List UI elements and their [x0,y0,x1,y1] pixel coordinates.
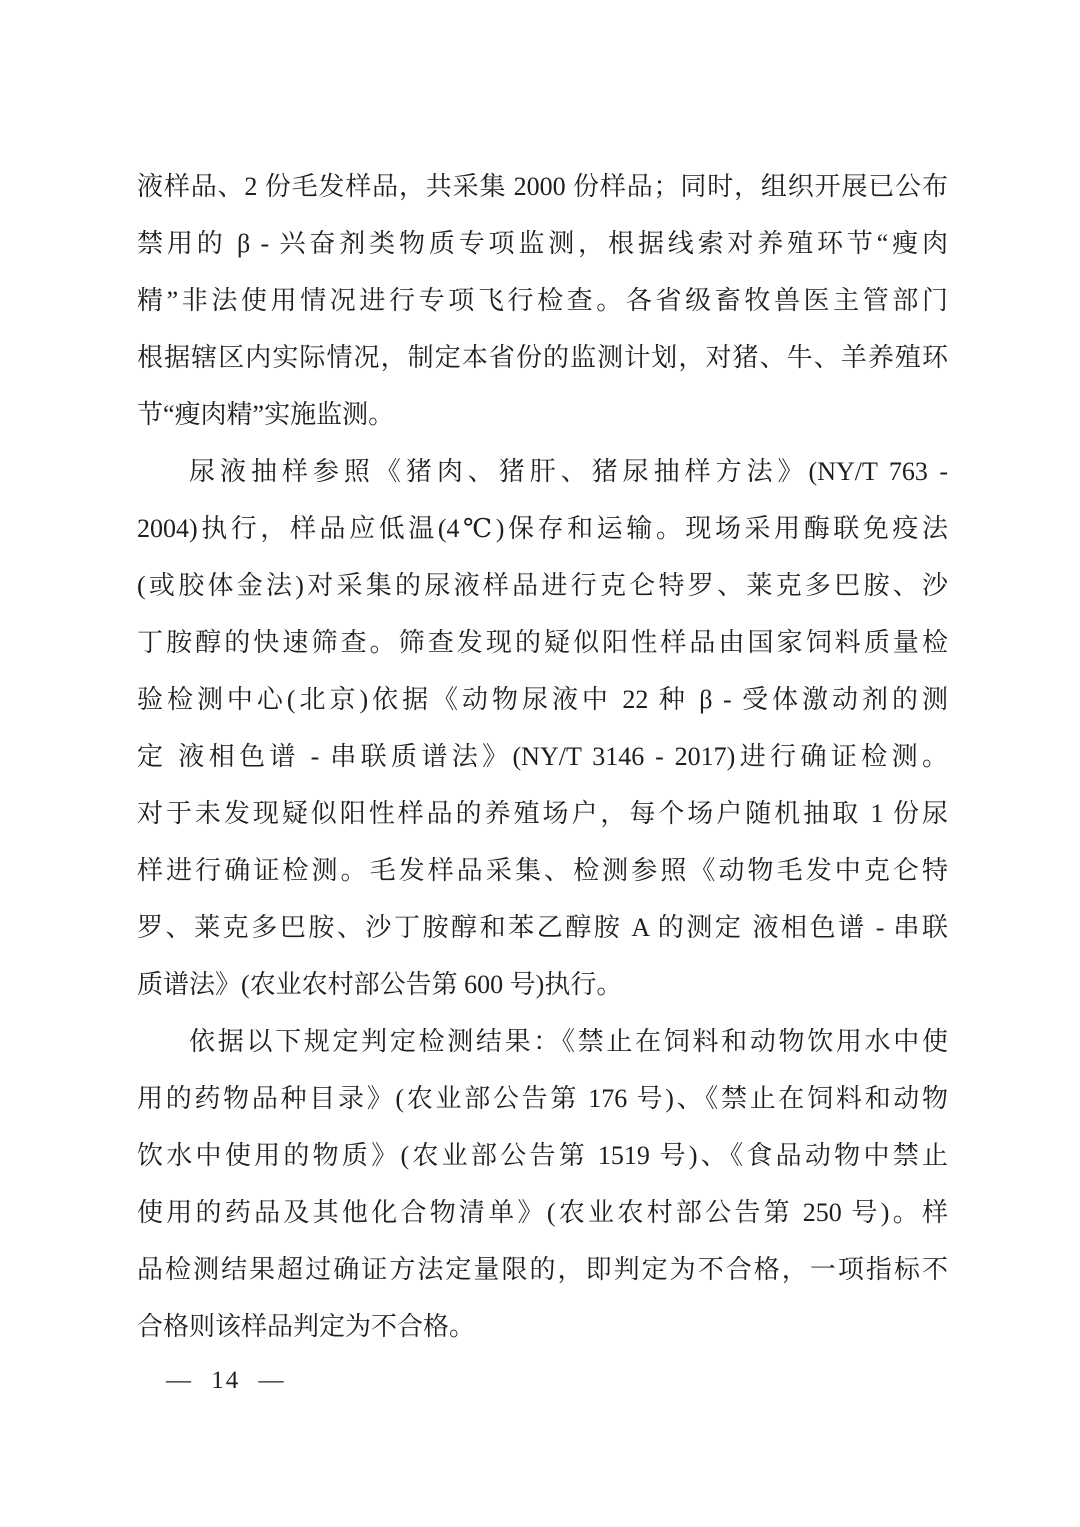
text-line: 精”非法使用情况进行专项飞行检查。各省级畜牧兽医主管部门 [137,286,948,315]
text-line: 品检测结果超过确证方法定量限的，即判定为不合格，一项指标不 [137,1255,948,1284]
text-line: 样进行确证检测。毛发样品采集、检测参照《动物毛发中克仑特 [137,856,948,885]
text-line: 尿液抽样参照《猪肉、猪肝、猪尿抽样方法》(NY/T 763 - [189,457,948,486]
text-line: 用的药物品种目录》(农业部公告第 176 号)、《禁止在饲料和动物 [137,1084,948,1113]
text-line: (或胶体金法)对采集的尿液样品进行克仑特罗、莱克多巴胺、沙 [137,571,948,600]
text-line: 根据辖区内实际情况，制定本省份的监测计划，对猪、牛、羊养殖环 [137,343,948,372]
text-line: 丁胺醇的快速筛查。筛查发现的疑似阳性样品由国家饲料质量检 [137,628,948,657]
text-line: 罗、莱克多巴胺、沙丁胺醇和苯乙醇胺 A 的测定 液相色谱 - 串联 [137,913,948,942]
text-line: 饮水中使用的物质》(农业部公告第 1519 号)、《食品动物中禁止 [137,1141,948,1170]
text-line: 液样品、2 份毛发样品，共采集 2000 份样品；同时，组织开展已公布 [137,172,948,201]
document-body [137,158,948,1355]
text-line: 对于未发现疑似阳性样品的养殖场户，每个场户随机抽取 1 份尿 [137,799,948,828]
text-line: 使用的药品及其他化合物清单》(农业农村部公告第 250 号)。样 [137,1198,948,1227]
text-line: 定 液相色谱 - 串联质谱法》(NY/T 3146 - 2017)进行确证检测。 [137,742,948,771]
text-line: 2004)执行，样品应低温(4℃)保存和运输。现场采用酶联免疫法 [137,514,948,543]
text-line: 验检测中心(北京)依据《动物尿液中 22 种 β - 受体激动剂的测 [137,685,948,714]
page-number: — 14 — [166,1367,286,1394]
text-line: 质谱法》(农业农村部公告第 600 号)执行。 [137,970,623,999]
text-line: 依据以下规定判定检测结果：《禁止在饲料和动物饮用水中使 [189,1027,948,1056]
text-line: 合格则该样品判定为不合格。 [137,1312,476,1341]
text-line: 禁用的 β - 兴奋剂类物质专项监测，根据线索对养殖环节“瘦肉 [137,229,948,258]
text-line: 节“瘦肉精”实施监测。 [137,400,395,429]
